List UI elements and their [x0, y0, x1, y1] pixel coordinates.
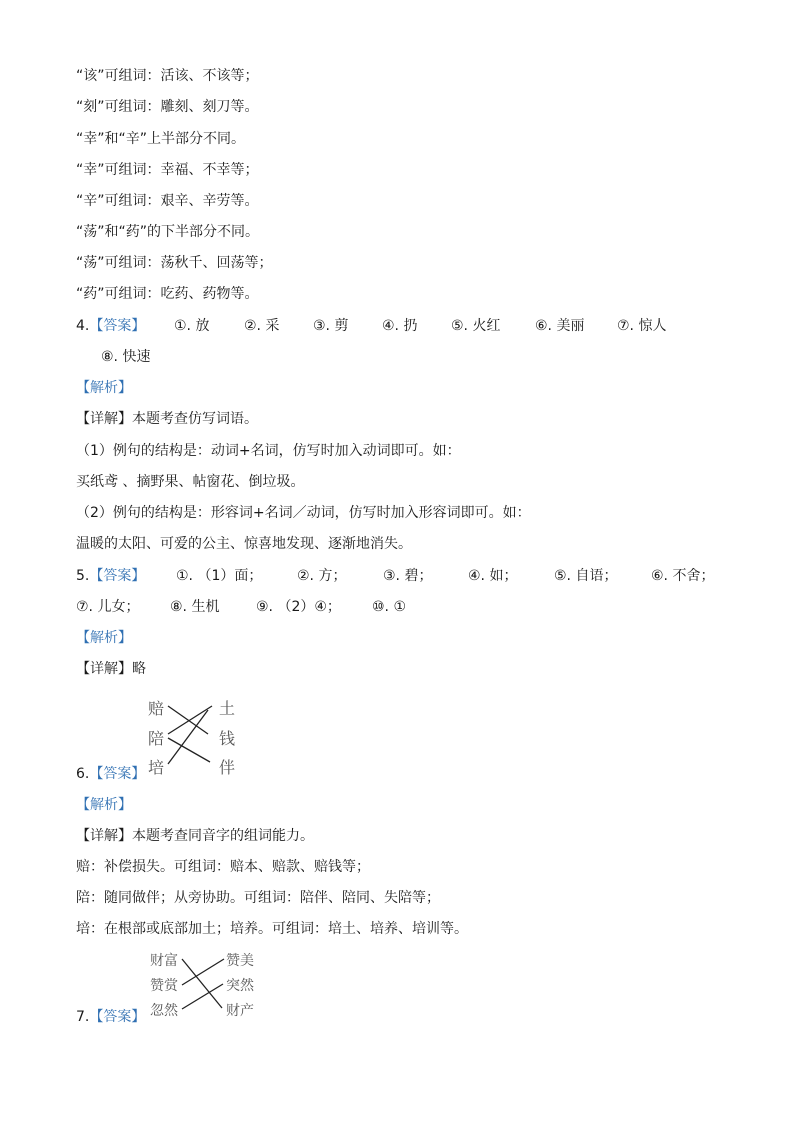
text-line: （1）例句的结构是：动词+名词，仿写时加入动词即可。如：	[76, 443, 461, 459]
matching-diagram	[146, 694, 246, 776]
right-char: 钱	[219, 729, 236, 748]
question-number: 4.	[76, 318, 90, 334]
detail-line	[76, 409, 258, 429]
question-4-answer-row	[76, 316, 145, 336]
text-line: 赔：补偿损失。可组词：赔本、赔款、赔钱等；	[76, 859, 370, 875]
text-line: “刻”可组词：雕刻、刻刀等。	[76, 99, 259, 115]
answer-item: ②. 方；	[297, 568, 347, 584]
answer-item: ③. 剪	[313, 318, 349, 334]
text-line: “该”可组词：活该、不该等；	[76, 68, 259, 84]
matching-diagram	[146, 950, 266, 1020]
text-line: 温暖的太阳、可爱的公主、惊喜地发现、逐渐地消失。	[76, 536, 412, 552]
answer-item: ⑨. （2）④；	[256, 599, 341, 615]
detail-tag: 【详解】	[76, 661, 132, 677]
answer-item: ①. 放	[174, 318, 210, 334]
left-word: 赞赏	[150, 978, 178, 994]
right-word: 财产	[226, 1003, 254, 1019]
question-5-answer-row	[76, 566, 145, 586]
question-6-answer-row	[76, 764, 145, 784]
answer-item: ⑧. 生机	[170, 599, 220, 615]
text-line: “辛”可组词：艰辛、辛劳等。	[76, 193, 259, 209]
detail-line	[76, 659, 146, 679]
text-line: “荡”可组词：荡秋千、回荡等；	[76, 255, 273, 271]
answer-item: ⑤. 火红	[451, 318, 501, 334]
analysis-tag: 【解析】	[76, 797, 132, 813]
answer-tag: 【答案】	[89, 568, 146, 584]
answer-item: ⑦. 惊人	[617, 318, 667, 334]
answer-item: ⑩. ①	[372, 599, 407, 615]
text-line: 买纸鸢 、摘野果、帖窗花、倒垃圾。	[76, 474, 305, 490]
answer-item: ①. （1）面；	[176, 568, 263, 584]
text-line: （2）例句的结构是：形容词+名词／动词，仿写时加入形容词即可。如：	[76, 505, 531, 521]
answer-item: ⑧. 快速	[101, 349, 151, 365]
left-char: 陪	[148, 729, 165, 748]
right-char: 土	[219, 699, 236, 718]
right-char: 伴	[219, 758, 236, 777]
text-line: 培：在根部或底部加土；培养。可组词：培土、培养、培训等。	[76, 921, 468, 937]
detail-line	[76, 826, 314, 846]
left-word: 忽然	[150, 1003, 178, 1019]
analysis-tag: 【解析】	[76, 380, 132, 396]
text-line: “药”可组词：吃药、药物等。	[76, 286, 259, 302]
text-line: 陪：随同做伴；从旁协助。可组词：陪伴、陪同、失陪等；	[76, 890, 440, 906]
question-7-answer-row	[76, 1007, 145, 1027]
detail-tag: 【详解】	[76, 411, 132, 427]
analysis-tag: 【解析】	[76, 630, 132, 646]
answer-tag: 【答案】	[89, 1009, 146, 1025]
answer-item: ⑤. 自语；	[554, 568, 618, 584]
answer-item: ②. 采	[244, 318, 280, 334]
text-line: “荡”和“药”的下半部分不同。	[76, 224, 260, 240]
detail-text: 本题考查仿写词语。	[132, 411, 258, 427]
answer-tag: 【答案】	[89, 766, 146, 782]
text-line: “幸”可组词：幸福、不幸等；	[76, 162, 259, 178]
answer-item: ③. 碧；	[383, 568, 433, 584]
answer-item: ⑥. 美丽	[535, 318, 585, 334]
left-char: 培	[148, 758, 165, 777]
text-line: “幸”和“辛”上半部分不同。	[76, 131, 246, 147]
answer-item: ④. 如；	[468, 568, 518, 584]
answer-tag: 【答案】	[89, 318, 146, 334]
question-number: 6.	[76, 766, 90, 782]
detail-tag: 【详解】	[76, 828, 132, 844]
right-word: 突然	[226, 978, 254, 994]
answer-item: ⑦. 儿女；	[76, 599, 140, 615]
question-number: 5.	[76, 568, 90, 584]
detail-text: 略	[132, 661, 146, 677]
question-number: 7.	[76, 1009, 90, 1025]
answer-item: ④. 扔	[382, 318, 418, 334]
left-word: 财富	[150, 953, 178, 969]
left-char: 赔	[148, 699, 165, 718]
detail-text: 本题考查同音字的组词能力。	[132, 828, 314, 844]
answer-item: ⑥. 不舍；	[651, 568, 715, 584]
right-word: 赞美	[226, 953, 254, 969]
